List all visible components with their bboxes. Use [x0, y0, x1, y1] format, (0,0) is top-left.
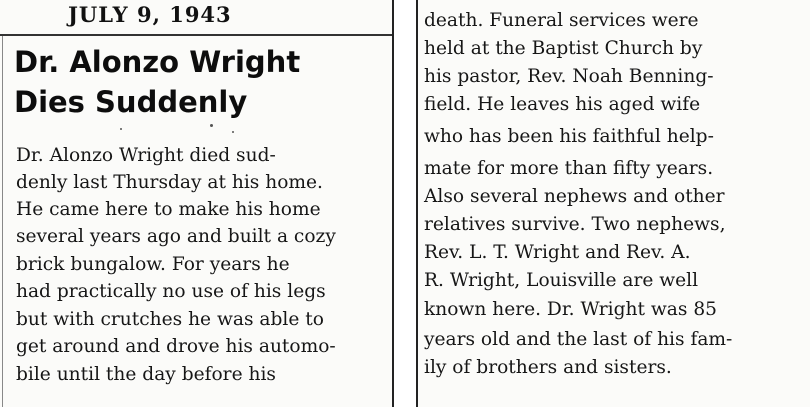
article-line: brick bungalow. For years he [16, 254, 290, 275]
article-line: relatives survive. Two nephews, [424, 214, 726, 235]
article-line: held at the Baptist Church by [424, 38, 703, 59]
article-line: Dr. Alonzo Wright died sud- [16, 145, 276, 166]
clip-edge-line [2, 36, 3, 407]
article-line: R. Wright, Louisville are well [424, 270, 699, 291]
article-line: Also several nephews and other [424, 186, 725, 207]
article-line: years old and the last of his fam- [424, 329, 733, 350]
article-line: mate for more than fifty years. [424, 158, 714, 179]
article-line: denly last Thursday at his home. [16, 172, 323, 193]
headline-line-2: Dies Suddenly [14, 85, 248, 119]
article-line: known here. Dr. Wright was 85 [424, 299, 717, 320]
print-speck [232, 131, 234, 133]
dateline: JULY 9, 1943 [68, 2, 232, 27]
article-line: death. Funeral services were [424, 10, 699, 31]
article-line: bile until the day before his [16, 364, 276, 385]
article-line: his pastor, Rev. Noah Benning- [424, 66, 714, 87]
dateline-rule [0, 34, 392, 36]
column-gutter [394, 0, 416, 407]
article-line: field. He leaves his aged wife [424, 94, 701, 115]
article-line: who has been his faithful help- [424, 126, 714, 147]
article-line: Rev. L. T. Wright and Rev. A. [424, 242, 691, 263]
headline-line-1: Dr. Alonzo Wright [14, 45, 301, 79]
article-line: He came here to make his home [16, 199, 321, 220]
left-column-clipping [0, 0, 394, 407]
article-line: had practically no use of his legs [16, 281, 326, 302]
print-speck [210, 124, 213, 127]
article-line: get around and drove his automo- [16, 336, 336, 357]
article-line: several years ago and built a cozy [16, 226, 336, 247]
article-line: ily of brothers and sisters. [424, 357, 672, 378]
article-line: but with crutches he was able to [16, 309, 324, 330]
print-speck [120, 128, 122, 130]
